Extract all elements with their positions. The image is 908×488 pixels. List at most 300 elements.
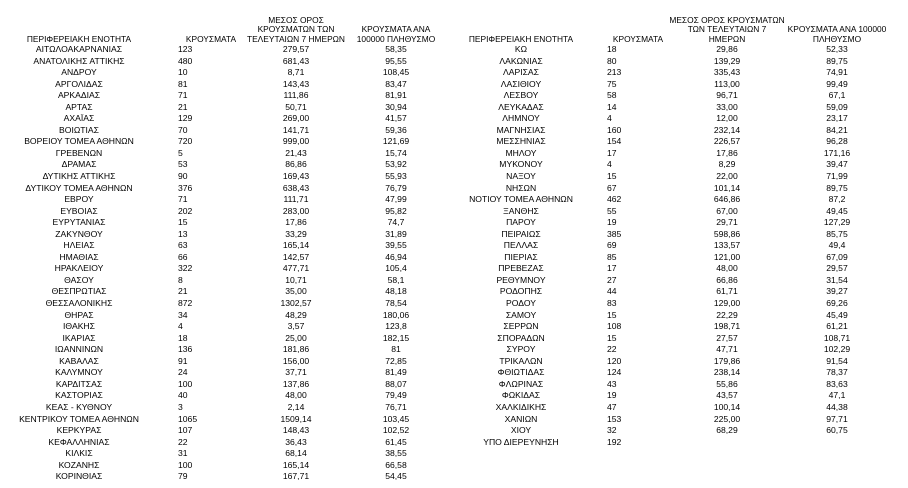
cases-cell: 385 [607,228,622,239]
cases-cell: 15 [607,309,617,320]
cases-cell: 17 [607,147,617,158]
per100k-cell: 49,45 [826,205,848,216]
avg7-cell: 68,29 [716,425,738,436]
per100k-cell: 97,71 [826,413,848,424]
avg7-cell: 22,00 [716,171,738,182]
per100k-cell: 52,33 [826,44,848,54]
avg7-cell: 179,86 [713,355,741,366]
region-name-cell: ΛΑΣΙΘΙΟΥ [500,78,542,89]
avg7-cell: 61,71 [716,286,738,297]
region-name-cell: ΔΥΤΙΚΗΣ ΑΤΤΙΚΗΣ [42,171,116,182]
per100k-cell: 39,27 [826,286,848,297]
avg7-cell: 101,14 [713,182,741,193]
per100k-header: ΚΡΟΥΣΜΑΤΑ ΑΝΑ 100000 ΠΛΗΘΥΣΜΟ [356,24,436,44]
avg7-cell: 33,00 [716,101,738,112]
cases-cell: 4 [178,321,183,332]
per100k-cell: 79,49 [385,390,407,401]
avg7-cell: 47,71 [716,344,738,355]
region-name-cell: ΚΕΑΣ - ΚΥΘΝΟΥ [45,401,113,412]
cases-header: ΚΡΟΥΣΜΑΤΑ [612,33,664,44]
avg7-cell: 139,29 [713,55,741,66]
avg7-cell: 169,43 [282,171,310,182]
cases-cell: 69 [607,240,617,251]
table-row [453,252,889,264]
avg7-cell: 165,14 [282,240,310,251]
table-row [4,425,444,437]
per100k-cell: 31,89 [385,228,407,239]
cases-cell: 67 [607,182,617,193]
cases-cell: 21 [178,101,188,112]
region-name-cell: ΛΑΚΩΝΙΑΣ [499,55,543,66]
region-name-cell: ΤΡΙΚΑΛΩΝ [499,355,543,366]
per100k-cell: 121,69 [382,136,410,147]
cases-cell: 21 [178,286,188,297]
cases-cell: 129 [178,113,193,124]
cases-cell: 63 [178,240,188,251]
region-name-cell: ΜΗΛΟΥ [505,147,537,158]
table-row [453,275,889,287]
avg7-cell: 137,86 [282,378,310,389]
region-name-cell: ΓΡΕΒΕΝΩΝ [55,147,103,158]
per100k-cell: 44,38 [826,401,848,412]
region-name-cell: ΕΥΡΥΤΑΝΙΑΣ [52,217,106,228]
region-name-cell: ΘΑΣΟΥ [64,274,94,285]
table-row [4,148,444,160]
per100k-cell: 47,1 [828,390,846,401]
cases-cell: 136 [178,344,193,355]
cases-cell: 120 [607,355,622,366]
per100k-cell: 123,8 [385,321,407,332]
cases-cell: 18 [178,332,188,343]
table-row [4,367,444,379]
avg7-cell: 681,43 [282,55,310,66]
region-name-cell: ΘΕΣΣΑΛΟΝΙΚΗΣ [45,298,113,309]
cases-cell: 213 [607,67,622,78]
avg7-cell: 10,71 [285,274,307,285]
avg7-cell: 100,14 [713,401,741,412]
avg7-cell: 198,71 [713,321,741,332]
avg7-cell: 1509,14 [280,413,312,424]
per100k-cell: 72,85 [385,355,407,366]
avg7-cell: 35,00 [285,286,307,297]
region-name-cell: ΙΩΑΝΝΙΝΩΝ [54,344,104,355]
cases-cell: 123 [178,44,193,54]
region-name-cell: ΥΠΟ ΔΙΕΡΕΥΝΗΣΗ [483,436,559,447]
region-name-cell: ΡΕΘΥΜΝΟΥ [496,274,546,285]
table-row [4,183,444,195]
table-row [4,159,444,171]
cases-cell: 8 [178,274,183,285]
per100k-cell: 102,29 [823,344,851,355]
region-name-cell: ΧΑΛΚΙΔΙΚΗΣ [495,401,547,412]
cases-cell: 376 [178,182,193,193]
per100k-cell: 95,82 [385,205,407,216]
avg7-cell: 17,86 [285,217,307,228]
right-table-body [453,44,889,448]
cases-cell: 192 [607,436,622,447]
cases-cell: 154 [607,136,622,147]
per100k-cell: 108,71 [823,332,851,343]
region-name-cell: ΛΕΣΒΟΥ [503,90,539,101]
per100k-cell: 76,71 [385,401,407,412]
cases-cell: 75 [607,78,617,89]
per100k-cell: 58,1 [387,274,405,285]
table-row [453,113,889,125]
per100k-cell [785,437,889,449]
per100k-cell: 87,2 [828,194,846,205]
region-name-cell: ΣΥΡΟΥ [506,344,536,355]
per100k-cell: 81 [391,344,401,355]
per100k-cell: 108,45 [382,67,410,78]
per100k-cell: 69,26 [826,298,848,309]
per100k-cell: 38,55 [385,448,407,459]
cases-cell: 43 [607,378,617,389]
avg7-cell: 598,86 [713,228,741,239]
per100k-cell: 66,58 [385,459,407,470]
per100k-cell: 89,75 [826,55,848,66]
cases-cell: 40 [178,390,188,401]
avg7-cell: 68,14 [285,448,307,459]
table-row [453,90,889,102]
cases-cell: 5 [178,147,183,158]
region-name-cell: ΧΑΝΙΩΝ [504,413,538,424]
avg7-cell: 142,57 [282,251,310,262]
per100k-cell: 99,49 [826,78,848,89]
cases-cell: 19 [607,390,617,401]
per100k-cell: 83,63 [826,378,848,389]
table-row [453,367,889,379]
per100k-cell: 84,21 [826,124,848,135]
per100k-cell: 76,79 [385,182,407,193]
cases-cell: 17 [607,263,617,274]
per100k-cell: 60,75 [826,425,848,436]
cases-cell: 58 [607,90,617,101]
table-row [453,171,889,183]
region-name-cell: ΛΕΥΚΑΔΑΣ [498,101,544,112]
table-row [453,159,889,171]
cases-cell: 1065 [178,413,198,424]
table-row [453,102,889,114]
per100k-cell: 89,75 [826,182,848,193]
per100k-cell: 29,57 [826,263,848,274]
per100k-cell: 81,49 [385,367,407,378]
avg7-cell: 121,00 [713,251,741,262]
cases-cell: 872 [178,298,193,309]
cases-cell: 34 [178,309,188,320]
avg7-cell: 43,57 [716,390,738,401]
region-name-cell: ΧΙΟΥ [510,425,532,436]
per100k-cell: 48,18 [385,286,407,297]
cases-cell: 91 [178,355,188,366]
avg7-cell: 27,57 [716,332,738,343]
table-row [4,471,444,483]
region-name-cell: ΚΑΒΑΛΑΣ [59,355,99,366]
region-name-cell: ΚΑΡΔΙΤΣΑΣ [55,378,103,389]
avg7-cell: 335,43 [713,67,741,78]
left-table-body [4,44,444,483]
avg7-cell: 999,00 [282,136,310,147]
region-name-cell: ΑΝΔΡΟΥ [61,67,97,78]
region-name-cell: ΗΜΑΘΙΑΣ [59,251,99,262]
cases-cell: 53 [178,159,188,170]
avg7-cell: 167,71 [282,471,310,482]
region-name-cell: ΑΡΤΑΣ [65,101,93,112]
table-row [4,79,444,91]
cases-cell: 108 [607,321,622,332]
cases-cell: 14 [607,101,617,112]
region-name-cell: ΜΥΚΟΝΟΥ [499,159,543,170]
region-name-cell: ΝΗΣΩΝ [505,182,537,193]
cases-cell: 80 [607,55,617,66]
region-name-cell: ΦΛΩΡΙΝΑΣ [498,378,544,389]
region-name-cell: ΑΙΤΩΛΟΑΚΑΡΝΑΝΙΑΣ [35,44,123,54]
left-header-row [4,8,444,44]
table-row [4,252,444,264]
cases-cell: 124 [607,367,622,378]
per100k-cell: 45,49 [826,309,848,320]
table-row [453,356,889,368]
region-name-cell: ΣΕΡΡΩΝ [503,321,539,332]
region-name-cell: ΚΟΖΑΝΗΣ [58,459,100,470]
per100k-cell: 127,29 [823,217,851,228]
cases-cell: 22 [607,344,617,355]
table-row [453,390,889,402]
per100k-cell: 67,1 [828,90,846,101]
table-row [4,379,444,391]
region-name-cell: ΚΑΣΤΟΡΙΑΣ [55,390,103,401]
avg7-cell: 8,29 [718,159,736,170]
per100k-cell: 53,92 [385,159,407,170]
avg7-cell: 67,00 [716,205,738,216]
cases-cell: 202 [178,205,193,216]
cases-cell: 100 [178,378,193,389]
cases-cell: 24 [178,367,188,378]
region-name-cell: ΑΧΑΪΑΣ [63,113,95,124]
region-name-cell: ΘΗΡΑΣ [64,309,94,320]
region-name-cell: ΒΟΡΕΙΟΥ ΤΟΜΕΑ ΑΘΗΝΩΝ [24,136,134,147]
per100k-cell: 74,91 [826,67,848,78]
per100k-cell: 49,4 [828,240,846,251]
per100k-cell: 61,21 [826,321,848,332]
avg7-cell: 50,71 [285,101,307,112]
table-row [453,136,889,148]
cases-cell: 4 [607,113,612,124]
avg7-cell: 232,14 [713,124,741,135]
cases-cell: 107 [178,425,193,436]
cases-cell: 3 [178,401,183,412]
table-row [4,113,444,125]
region-name-cell: ΛΗΜΝΟΥ [502,113,540,124]
table-row [4,390,444,402]
cases-cell: 83 [607,298,617,309]
cases-cell: 720 [178,136,193,147]
avg7-cell: 33,29 [285,228,307,239]
avg7-cell: 225,00 [713,413,741,424]
cases-cell: 71 [178,90,188,101]
per100k-cell: 61,45 [385,436,407,447]
avg7-cell: 48,29 [285,309,307,320]
table-row [453,425,889,437]
per100k-header: ΚΡΟΥΣΜΑΤΑ ΑΝΑ 100000 ΠΛΗΘΥΣΜΟ [787,24,887,44]
cases-cell: 480 [178,55,193,66]
region-name-cell: ΚΕΝΤΡΙΚΟΥ ΤΟΜΕΑ ΑΘΗΝΩΝ [19,413,139,424]
avg7-header: ΜΕΣΟΣ ΟΡΟΣ ΚΡΟΥΣΜΑΤΩΝ ΤΩΝ ΤΕΛΕΥΤΑΙΩΝ 7 ΗΜΕΡΩΝ [669,14,785,44]
avg7-cell: 29,86 [716,44,738,54]
per100k-cell: 31,54 [826,274,848,285]
table-row [453,333,889,345]
avg7-cell: 8,71 [287,67,305,78]
table-row [4,56,444,68]
table-row [4,136,444,148]
table-row [453,194,889,206]
per100k-cell: 91,54 [826,355,848,366]
per100k-cell: 39,55 [385,240,407,251]
avg7-cell: 111,71 [283,194,309,205]
region-name-cell: ΜΑΓΝΗΣΙΑΣ [496,124,546,135]
table-row [4,263,444,275]
per100k-cell: 39,47 [826,159,848,170]
table-row [453,286,889,298]
region-name-cell: ΚΩ [514,44,528,54]
cases-cell: 153 [607,413,622,424]
avg7-cell: 48,00 [716,263,738,274]
table-row [4,125,444,137]
avg7-cell: 226,57 [713,136,741,147]
cases-cell: 19 [607,217,617,228]
cases-cell: 44 [607,286,617,297]
avg7-cell: 283,00 [282,205,310,216]
table-row [4,240,444,252]
avg7-cell: 12,00 [716,113,738,124]
table-row [453,240,889,252]
table-row [453,437,889,449]
per100k-cell: 78,37 [826,367,848,378]
table-row [4,44,444,56]
table-row [453,298,889,310]
cases-cell: 322 [178,263,193,274]
per100k-cell: 71,99 [826,171,848,182]
region-name-cell: ΔΥΤΙΚΟΥ ΤΟΜΕΑ ΑΘΗΝΩΝ [25,182,133,193]
region-name-cell: ΞΑΝΘΗΣ [503,205,539,216]
table-row [4,102,444,114]
table-row [4,344,444,356]
region-name-cell: ΔΡΑΜΑΣ [61,159,97,170]
avg7-cell: 133,57 [713,240,741,251]
right-cases-table [453,8,889,448]
table-row [4,448,444,460]
avg7-cell: 129,00 [713,298,741,309]
cases-cell: 100 [178,459,193,470]
region-name-cell: ΡΟΔΟΠΗΣ [499,286,543,297]
avg7-header: ΜΕΣΟΣ ΟΡΟΣ ΚΡΟΥΣΜΑΤΩΝ ΤΩΝ ΤΕΛΕΥΤΑΙΩΝ 7 ΗΜΕΡΩΝ [246,14,345,44]
avg7-cell: 55,86 [716,378,738,389]
region-header: ΠΕΡΙΦΕΡΕΙΑΚΗ ΕΝΟΤΗΤΑ [468,33,574,44]
cases-cell: 32 [607,425,617,436]
avg7-cell: 1302,57 [280,298,312,309]
cases-cell: 55 [607,205,617,216]
region-name-cell: ΣΑΜΟΥ [505,309,537,320]
cases-cell: 81 [178,78,188,89]
per100k-cell: 103,45 [382,413,410,424]
avg7-cell: 279,57 [282,44,310,54]
avg7-cell: 148,43 [282,425,310,436]
avg7-cell: 96,71 [716,90,738,101]
table-row [4,310,444,322]
cases-cell: 47 [607,401,617,412]
region-name-cell: ΠΡΕΒΕΖΑΣ [498,263,544,274]
per100k-cell: 67,09 [826,251,848,262]
cases-cell: 66 [178,251,188,262]
region-name-cell: ΦΩΚΙΔΑΣ [501,390,541,401]
cases-cell: 90 [178,171,188,182]
cases-cell: 15 [607,171,617,182]
table-row [453,217,889,229]
avg7-cell: 22,29 [716,309,738,320]
per100k-cell: 55,93 [385,171,407,182]
avg7-cell: 48,00 [285,390,307,401]
region-name-cell: ΖΑΚΥΝΘΟΥ [55,228,103,239]
avg7-cell: 477,71 [282,263,310,274]
cases-cell: 85 [607,251,617,262]
table-row [4,275,444,287]
left-cases-table [4,8,444,483]
region-name-cell: ΕΒΡΟΥ [64,194,94,205]
region-header: ΠΕΡΙΦΕΡΕΙΑΚΗ ΕΝΟΤΗΤΑ [26,33,132,44]
avg7-cell: 25,00 [285,332,307,343]
table-row [4,194,444,206]
region-name-cell: ΗΡΑΚΛΕΙΟΥ [54,263,104,274]
cases-cell: 15 [607,332,617,343]
region-name-cell: ΚΙΛΚΙΣ [65,448,93,459]
region-name-cell: ΝΟΤΙΟΥ ΤΟΜΕΑ ΑΘΗΝΩΝ [469,194,573,205]
per100k-cell: 81,91 [385,90,407,101]
per100k-cell: 85,75 [826,228,848,239]
per100k-cell: 171,16 [823,147,851,158]
table-row [453,206,889,218]
table-row [4,90,444,102]
per100k-cell: 59,36 [385,124,407,135]
avg7-cell: 17,86 [716,147,738,158]
per100k-cell: 88,07 [385,378,407,389]
table-row [453,148,889,160]
avg7-cell: 269,00 [282,113,310,124]
per100k-cell: 105,4 [385,263,407,274]
region-name-cell: ΝΑΞΟΥ [506,171,536,182]
avg7-cell: 143,43 [282,78,310,89]
cases-header: ΚΡΟΥΣΜΑΤΑ [185,33,237,44]
region-name-cell: ΑΡΚΑΔΙΑΣ [57,90,101,101]
table-row [4,171,444,183]
per100k-cell: 83,47 [385,78,407,89]
table-row [4,217,444,229]
per100k-cell: 54,45 [385,471,407,482]
avg7-cell: 181,86 [282,344,310,355]
region-name-cell: ΚΕΦΑΛΛΗΝΙΑΣ [48,436,110,447]
region-name-cell: ΗΛΕΙΑΣ [63,240,95,251]
cases-cell: 10 [178,67,188,78]
avg7-cell: 36,43 [285,436,307,447]
avg7-cell: 165,14 [282,459,310,470]
cases-cell: 4 [607,159,612,170]
table-row [453,67,889,79]
per100k-cell: 74,7 [387,217,405,228]
cases-cell: 70 [178,124,188,135]
table-row [4,298,444,310]
region-name-cell: ΙΘΑΚΗΣ [63,321,95,332]
region-name-cell: ΚΑΛΥΜΝΟΥ [55,367,103,378]
per100k-cell: 41,57 [385,113,407,124]
table-row [453,344,889,356]
